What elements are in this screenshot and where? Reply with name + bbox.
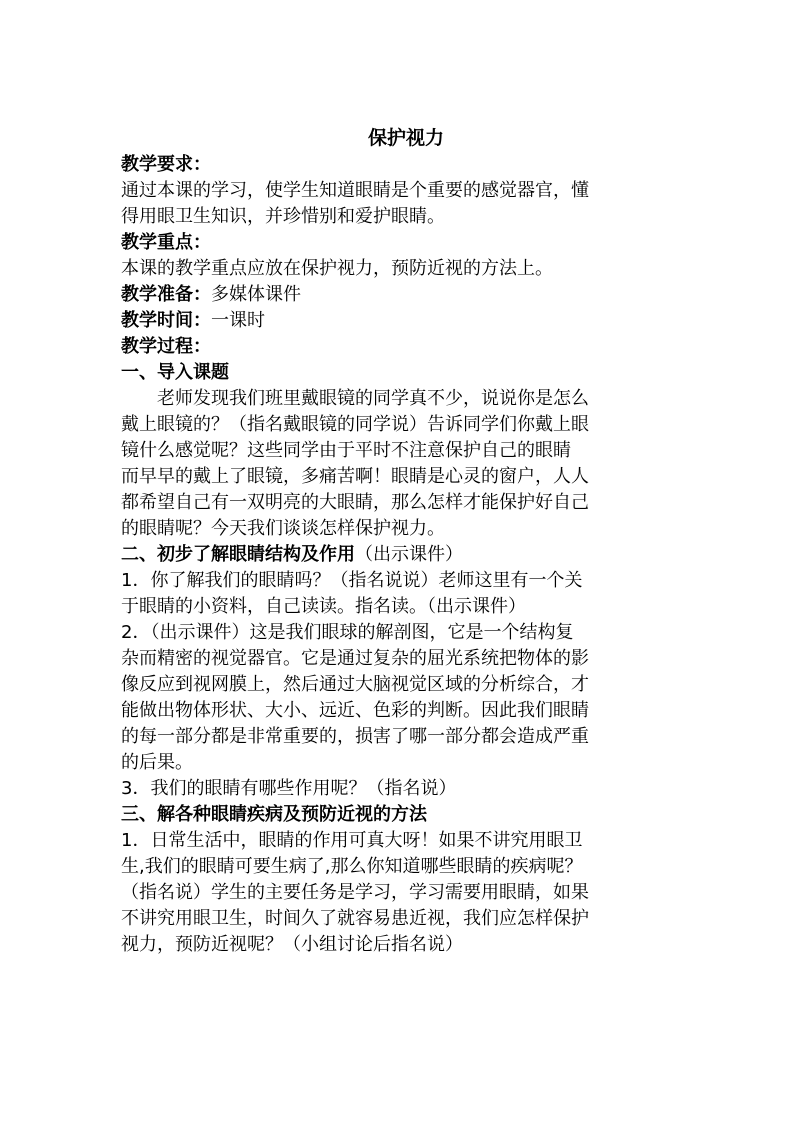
section2-heading-note: （出示课件）	[355, 544, 463, 565]
section1-line: 戴上眼镜的？（指名戴眼镜的同学说）告诉同学们你戴上眼	[121, 414, 589, 435]
requirements-line: 通过本课的学习，使学生知道眼睛是个重要的感觉器官，懂	[121, 180, 589, 201]
section2-heading	[121, 542, 681, 568]
document-title: 保护视力	[367, 127, 444, 149]
focus-line: 本课的教学重点应放在保护视力，预防近视的方法上。	[121, 258, 553, 279]
section2-line: 1．你了解我们的眼睛吗？（指名说说）老师这里有一个关	[121, 570, 583, 591]
section3-heading: 三、解各种眼睛疾病及预防近视的方法	[121, 804, 427, 825]
section2-heading-title: 二、初步了解眼睛结构及作用	[121, 544, 355, 565]
section3-line: 1．日常生活中，眼睛的作用可真大呀！如果不讲究用眼卫	[121, 830, 583, 851]
section3-line: 生,我们的眼睛可要生病了,那么你知道哪些眼睛的疾病呢？	[121, 856, 583, 877]
requirements-heading: 教学要求：	[121, 154, 211, 175]
requirements-line: 得用眼卫生知识，并珍惜别和爱护眼睛。	[121, 206, 445, 227]
section3-line: （指名说）学生的主要任务是学习，学习需要用眼睛，如果	[121, 882, 589, 903]
section2-line: 于眼睛的小资料，自己读读。指名读。（出示课件）	[121, 596, 526, 617]
section1-line: 老师发现我们班里戴眼镜的同学真不少，说说你是怎么	[157, 388, 589, 409]
section2-line: 的每一部分都是非常重要的，损害了哪一部分都会造成严重	[121, 726, 589, 747]
section1-line: 的眼睛呢？今天我们谈谈怎样保护视力。	[121, 518, 445, 539]
section1-line: 镜什么感觉呢？这些同学由于平时不注意保护自己的眼睛	[121, 440, 571, 461]
time-label: 教学时间：	[121, 310, 211, 331]
time-row	[121, 308, 681, 334]
time-value: 一课时	[211, 310, 265, 331]
section2-line: 3．我们的眼睛有哪些作用呢？（指名说）	[121, 778, 457, 799]
section1-line: 而早早的戴上了眼镜，多痛苦啊！眼睛是心灵的窗户，人人	[121, 466, 589, 487]
section2-line: 2．（出示课件）这是我们眼球的解剖图，它是一个结构复	[121, 622, 574, 643]
prep-row	[121, 282, 681, 308]
process-heading: 教学过程：	[121, 336, 211, 357]
focus-heading: 教学重点：	[121, 232, 211, 253]
section3-line: 不讲究用眼卫生，时间久了就容易患近视，我们应怎样保护	[121, 908, 589, 929]
section1-heading: 一、导入课题	[121, 362, 229, 383]
prep-label: 教学准备：	[121, 284, 211, 305]
section1-line: 都希望自己有一双明亮的大眼睛，那么怎样才能保护好自己	[121, 492, 589, 513]
document-page	[121, 124, 681, 958]
prep-value: 多媒体课件	[211, 284, 301, 305]
section2-line: 的后果。	[121, 752, 193, 773]
section3-line: 视力，预防近视呢？（小组讨论后指名说）	[121, 934, 463, 955]
section2-line: 像反应到视网膜上，然后通过大脑视觉区域的分析综合，才	[121, 674, 589, 695]
section2-line: 能做出物体形状、大小、远近、色彩的判断。因此我们眼睛	[121, 700, 589, 721]
section2-line: 杂而精密的视觉器官。它是通过复杂的屈光系统把物体的影	[121, 648, 589, 669]
